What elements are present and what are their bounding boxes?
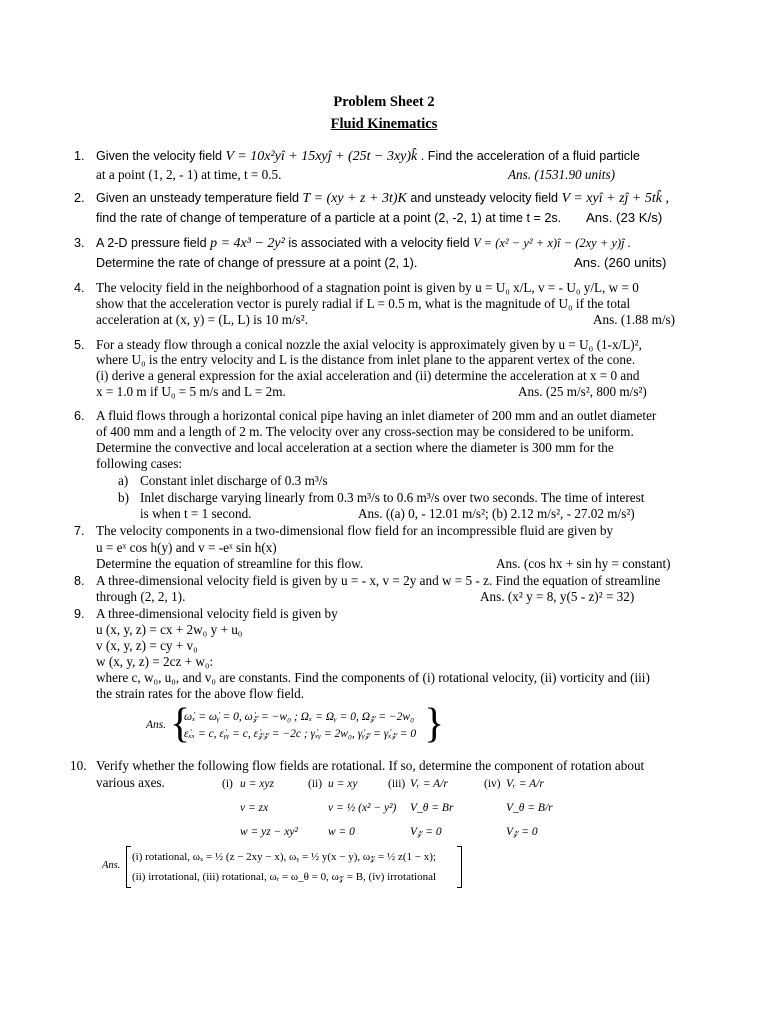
problem-answer: Ans. (23 K/s) [586,210,663,225]
velocity-component-u: u (x, y, z) = cx + 2w₀ y + u₀ [96,622,243,637]
case-equation: w = yz − xy² [240,826,298,838]
problem-text: acceleration at (x, y) = (L, L) is 10 m/s². [96,312,309,327]
problem-text-part: Given an unsteady temperature field [96,191,300,205]
problem-answer: Ans. (1531.90 units) [508,167,615,182]
problem-number: 10. [70,758,87,773]
case-equation: V_θ = B/r [506,802,553,814]
case-equation: v = zx [240,802,269,814]
problem-text: The velocity components in a two-dimensional flow field for an incompressible fluid are given by [96,523,614,538]
case-label: (iv) [484,778,501,790]
velocity-component-v: v (x, y, z) = cy + v₀ [96,638,198,653]
temperature-field-equation: T = (xy + z + 3t)K [302,191,407,206]
problem-number: 5. [74,338,85,352]
problem-number: 9. [74,607,85,621]
problem-text-part: Given the velocity field [96,149,222,163]
problem-text: show that the acceleration vector is purely radial if L = 0.5 m, what is the magnitude of U₀ if the total [96,296,631,311]
pressure-field-equation: p = 4x³ − 2y² [210,236,285,251]
problem-answer: Ans. ((a) 0, - 12.01 m/s²; (b) 2.12 m/s², - 27.02 m/s²) [358,506,635,521]
problem-number: 3. [74,236,85,250]
problem-text: (i) derive a general expression for the axial acceleration and (ii) determine the acceleration at x = 0 and [96,368,640,383]
problem-text-part: is associated with a velocity field [288,236,470,250]
answer-label: Ans. [146,719,167,731]
case-label: (i) [222,778,233,790]
problem-text: at a point (1, 2, - 1) at time, t = 0.5. [96,167,282,182]
problem-text: where U₀ is the entry velocity and L is the distance from inlet plane to the apparent vertex of the cone. [96,352,636,367]
case-equation: u = xy [328,778,358,790]
case-equation: Vᵣ = A/r [506,778,544,790]
problem-answer: Ans. (260 units) [574,255,667,270]
problem-text-part: and unsteady velocity field [410,191,559,205]
problem-answer: Ans. (x² y = 8, y(5 - z)² = 32) [480,589,635,604]
problem-text: Determine the convective and local acceleration at a section where the diameter is 300 mm for the [96,440,614,455]
problem-text: through (2, 2, 1). [96,589,186,604]
problem-text: Determine the rate of change of pressure at a point (2, 1). [96,256,418,270]
problem-text: Determine the equation of streamline for this flow. [96,556,364,571]
case-equation: u = xyz [240,778,274,790]
sub-item-label: b) [118,490,129,505]
problem-number: 1. [74,149,85,163]
case-equation: V𝓏 = 0 [506,826,538,838]
left-brace: { [170,701,191,747]
answer-row: (ii) irrotational, (iii) rotational, ωᵣ = ω_θ = 0, ω𝓏 = B, (iv) irrotational [132,871,437,883]
sheet-subtitle: Fluid Kinematics [330,116,438,132]
problem-number: 4. [74,281,85,295]
problem-text-part: A 2-D pressure field [96,236,207,250]
answer-row: (i) rotational, ωₓ = ½ (z − 2xy − x), ωᵧ = ½ y(x − y), ω𝓏 = ½ z(1 − x); [132,851,436,863]
problem-text: Verify whether the following flow fields are rotational. If so, determine the component of rotation about [96,758,645,773]
sheet-title: Problem Sheet 2 [333,94,435,110]
problem-text [96,235,631,252]
problem-text: A fluid flows through a horizontal conical pipe having an inlet diameter of 200 mm and an outlet diameter [96,408,657,423]
problem-text: various axes. [96,775,165,790]
answer-row: ω̇ₓ = ω̇ᵧ = 0, ω̇𝓏 = −w₀ ; Ωₓ = Ωᵧ = 0, Ω𝓏 = −2w₀ [184,711,415,723]
problem-text: where c, w₀, u₀, and v₀ are constants. Find the components of (i) rotational velocity, (ii) vorticity and (iii) [96,670,650,685]
sub-item-label: a) [118,473,129,488]
velocity-component-w: w (x, y, z) = 2cz + w₀: [96,654,214,669]
sub-item-text: is when t = 1 second. [140,506,252,521]
sub-item-text: Inlet discharge varying linearly from 0.3 m³/s to 0.6 m³/s over two seconds. The time of interest [140,490,645,505]
left-bracket [126,846,131,888]
problem-text: the strain rates for the above flow field. [96,686,304,701]
problem-text: of 400 mm and a length of 2 m. The velocity over any cross-section may be considered to be uniform. [96,424,634,439]
problem-text: find the rate of change of temperature of a particle at a point (2, -2, 1) at time t = 2s. [96,211,562,225]
problem-text: A three-dimensional velocity field is given by u = - x, v = 2y and w = 5 - z. Find the equation of streamline [96,573,661,588]
problem-number: 6. [74,409,85,423]
answer-row: ε̇ₓₓ = c, ε̇ᵧᵧ = c, ε̇𝓏𝓏 = −2c ; γ̇ₓᵧ = 2w₀, γ̇ᵧ𝓏 = γ̇ₓ𝓏 = 0 [184,728,417,740]
case-equation: v = ½ (x² − y²) [328,802,397,814]
velocity-field-equation: V = (x² − y² + x)î − (2xy + y)ĵ . [473,236,631,250]
problem-text [96,190,669,207]
case-label: (ii) [308,778,323,790]
problem-text: A three-dimensional velocity field is given by [96,606,338,621]
problem-text: The velocity field in the neighborhood of a stagnation point is given by u = U₀ x/L, v = - U₀ y/L, w = 0 [96,280,639,295]
problem-number: 8. [74,574,85,588]
problem-answer: Ans. (25 m/s², 800 m/s²) [518,384,647,399]
problem-text: u = eˣ cos h(y) and v = -eˣ sin h(x) [96,540,277,555]
answer-label: Ans. [102,860,121,871]
case-equation: V_θ = Br [410,802,454,814]
right-bracket [457,846,462,888]
problem-text: For a steady flow through a conical nozzle the axial velocity is approximately given by u = U₀ (1-x/L)², [96,337,642,352]
sub-item-text: Constant inlet discharge of 0.3 m³/s [140,473,328,488]
problem-text: x = 1.0 m if U₀ = 5 m/s and L = 2m. [96,384,286,399]
case-equation: w = 0 [328,826,355,838]
problem-text: following cases: [96,456,183,471]
problem-number: 2. [74,191,85,205]
problem-answer: Ans. (1.88 m/s) [593,312,676,327]
right-brace: } [424,701,445,747]
case-equation: Vᵣ = A/r [410,778,448,790]
velocity-field-equation: V = xyî + zĵ + 5tk̂ , [561,191,669,206]
case-equation: V𝓏 = 0 [410,826,442,838]
case-label: (iii) [388,778,406,790]
problem-number: 7. [74,524,85,538]
problem-text-part: . Find the acceleration of a fluid particle [420,149,640,163]
problem-text [96,148,640,165]
problem-answer: Ans. (cos hx + sin hy = constant) [496,556,671,571]
velocity-field-equation: V = 10x²yî + 15xyĵ + (25t − 3xy)k̂ [225,149,418,164]
